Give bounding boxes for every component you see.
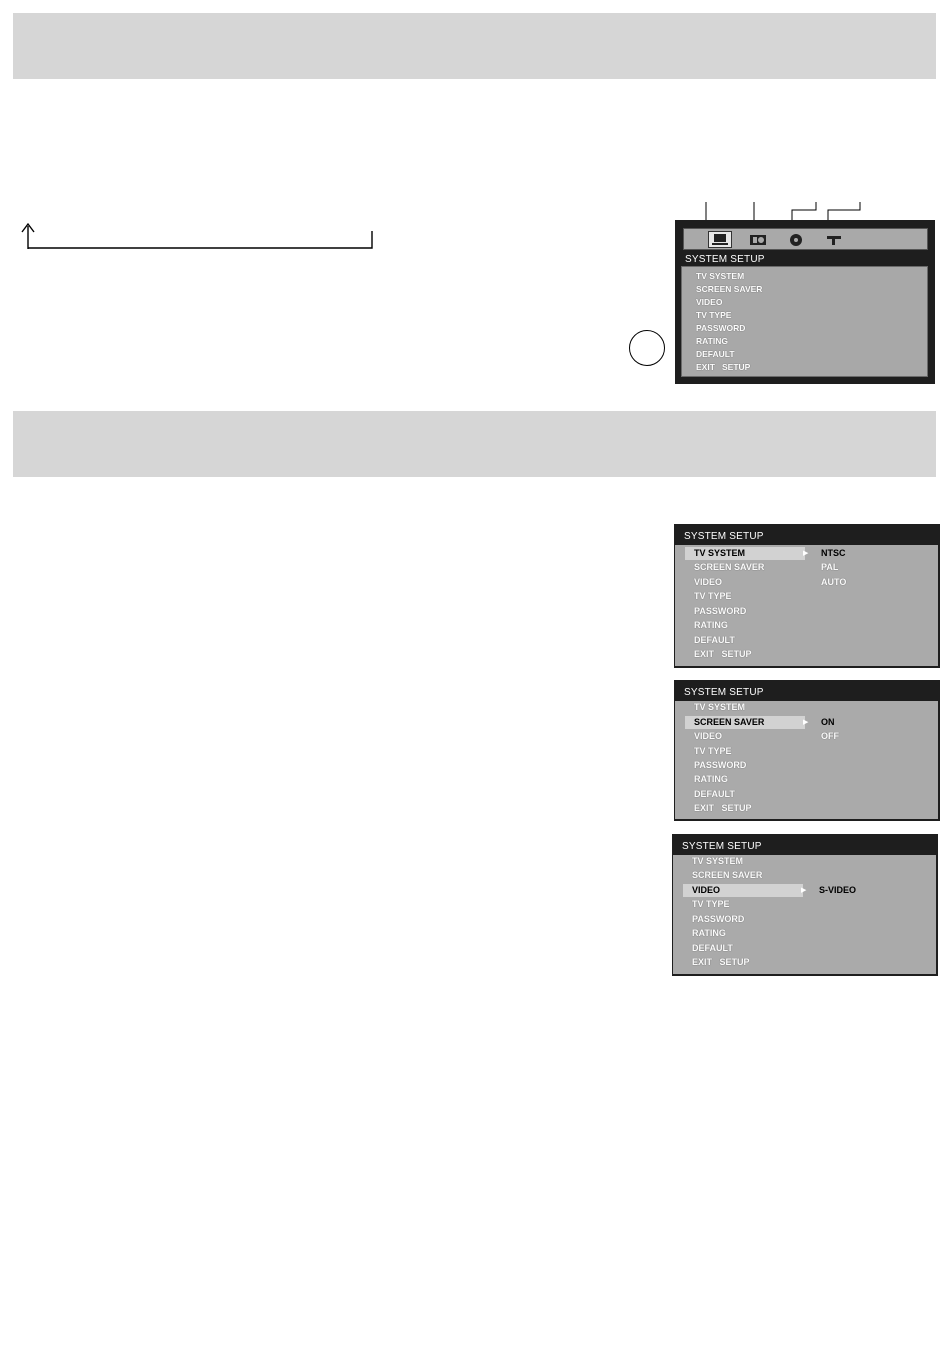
tv-system-submenu	[674, 524, 940, 668]
option-off[interactable]: OFF	[821, 731, 839, 741]
menu-body	[675, 701, 938, 819]
menu-item-password[interactable]: PASSWORD	[694, 760, 747, 770]
submenu-arrow-icon: ▶	[803, 550, 809, 557]
menu-title: SYSTEM SETUP	[685, 254, 765, 265]
menu-title: SYSTEM SETUP	[684, 531, 764, 542]
menu-item-tv-type[interactable]: TV TYPE	[692, 899, 730, 909]
menu-item-tv-system[interactable]: TV SYSTEM	[694, 548, 746, 558]
screen-saver-submenu	[674, 680, 940, 821]
video-setup-icon[interactable]	[822, 231, 846, 248]
menu-item-tv-system[interactable]: TV SYSTEM	[696, 271, 745, 281]
menu-item-video[interactable]: VIDEO	[694, 577, 723, 587]
menu-item-video[interactable]: VIDEO	[694, 731, 723, 741]
menu-item-exit-setup[interactable]: EXIT SETUP	[694, 649, 752, 659]
menu-item-screen-saver[interactable]: SCREEN SAVER	[694, 562, 765, 572]
preference-setup-icon[interactable]	[784, 231, 808, 248]
menu-item-password[interactable]: PASSWORD	[694, 606, 747, 616]
option-s-video[interactable]: S-VIDEO	[819, 885, 857, 895]
menu-body	[673, 855, 936, 974]
general-setup-icon[interactable]	[708, 231, 732, 248]
video-submenu	[672, 834, 938, 976]
menu-item-list	[681, 266, 928, 377]
menu-item-rating[interactable]: RATING	[694, 620, 728, 630]
menu-item-exit-setup[interactable]: EXIT SETUP	[696, 362, 751, 372]
step-circle-marker	[629, 330, 665, 366]
setup-tab-bar	[683, 228, 928, 250]
menu-item-screen-saver[interactable]: SCREEN SAVER	[692, 870, 763, 880]
menu-item-screen-saver[interactable]: SCREEN SAVER	[696, 284, 763, 294]
loop-arrow-diagram	[16, 218, 381, 254]
menu-item-rating[interactable]: RATING	[696, 336, 728, 346]
menu-item-rating[interactable]: RATING	[694, 774, 728, 784]
audio-setup-icon[interactable]	[746, 231, 770, 248]
option-on[interactable]: ON	[821, 717, 835, 727]
menu-item-tv-system[interactable]: TV SYSTEM	[694, 702, 746, 712]
menu-item-password[interactable]: PASSWORD	[692, 914, 745, 924]
menu-item-tv-system[interactable]: TV SYSTEM	[692, 856, 744, 866]
menu-body	[675, 545, 938, 666]
system-setup-main-menu	[675, 220, 935, 384]
menu-item-tv-type[interactable]: TV TYPE	[694, 746, 732, 756]
menu-item-tv-type[interactable]: TV TYPE	[694, 591, 732, 601]
menu-item-video[interactable]: VIDEO	[692, 885, 721, 895]
menu-item-default[interactable]: DEFAULT	[696, 349, 735, 359]
menu-item-screen-saver[interactable]: SCREEN SAVER	[694, 717, 765, 727]
menu-item-default[interactable]: DEFAULT	[692, 943, 733, 953]
section-header-band-top	[13, 13, 936, 79]
submenu-arrow-icon: ▶	[801, 887, 807, 894]
menu-item-default[interactable]: DEFAULT	[694, 789, 735, 799]
section-header-band-middle	[13, 411, 936, 477]
menu-item-exit-setup[interactable]: EXIT SETUP	[694, 803, 752, 813]
menu-item-password[interactable]: PASSWORD	[696, 323, 746, 333]
menu-item-tv-type[interactable]: TV TYPE	[696, 310, 732, 320]
menu-item-exit-setup[interactable]: EXIT SETUP	[692, 957, 750, 967]
menu-item-video[interactable]: VIDEO	[696, 297, 723, 307]
menu-item-default[interactable]: DEFAULT	[694, 635, 735, 645]
option-auto[interactable]: AUTO	[821, 577, 847, 587]
menu-title: SYSTEM SETUP	[682, 841, 762, 852]
menu-item-rating[interactable]: RATING	[692, 928, 726, 938]
menu-title: SYSTEM SETUP	[684, 687, 764, 698]
option-pal[interactable]: PAL	[821, 562, 839, 572]
submenu-arrow-icon: ▶	[803, 719, 809, 726]
option-ntsc[interactable]: NTSC	[821, 548, 846, 558]
